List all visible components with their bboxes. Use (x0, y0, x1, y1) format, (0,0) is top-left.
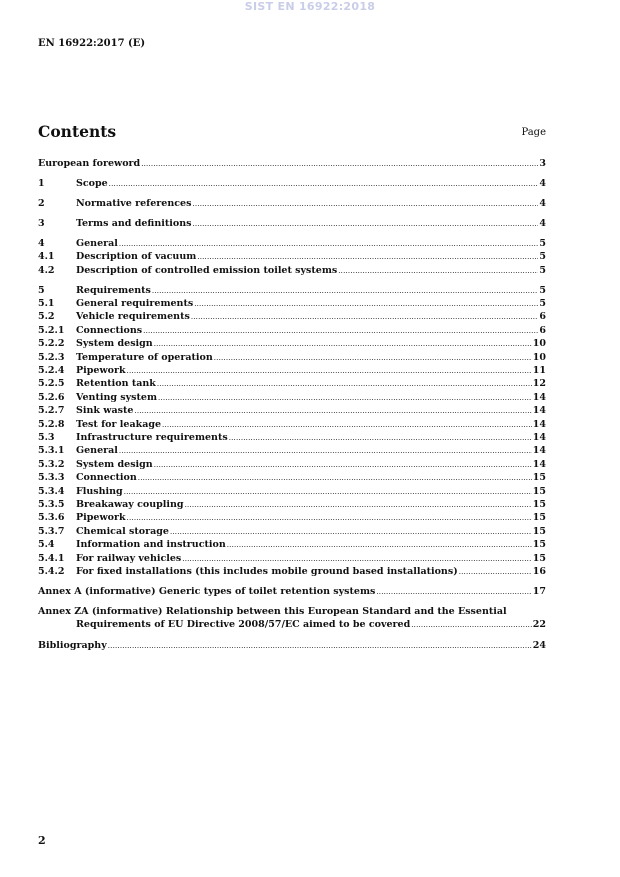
toc-entry-page: 14 (532, 458, 546, 470)
toc-entry-page: 15 (532, 512, 546, 524)
toc-entry-number: 5.2.6 (38, 391, 65, 403)
toc-entry-title: General (76, 237, 118, 249)
toc-leader-dots (127, 511, 532, 525)
toc-entry-bibliography[interactable] (38, 639, 546, 652)
toc-entry-number: 5.3.6 (38, 512, 65, 524)
toc-entry-page: 15 (532, 472, 546, 484)
toc-entry[interactable] (38, 337, 546, 350)
toc-entry-number: 5.2.5 (38, 378, 65, 390)
toc-entry-page: 14 (532, 405, 546, 417)
contents-heading: Contents (38, 122, 117, 141)
toc-entry[interactable] (38, 431, 546, 444)
toc-entry-title: For fixed installations (this includes mobile ground based installations) (76, 565, 458, 577)
toc-entry-title: Scope (76, 177, 108, 189)
toc-entry-number: 4.2 (38, 264, 55, 276)
toc-entry[interactable] (38, 585, 546, 598)
toc-leader-dots (162, 418, 532, 432)
toc-leader-dots (157, 377, 532, 391)
toc-entry-page: 4 (539, 217, 546, 229)
toc-leader-dots (119, 237, 538, 251)
toc-entry-title: Annex A (informative) Generic types of toilet retention systems (38, 585, 376, 597)
toc-entry[interactable] (38, 377, 546, 390)
toc-leader-dots (134, 404, 531, 418)
toc-leader-dots (170, 525, 532, 539)
toc-entry-number: 5.3.7 (38, 525, 65, 537)
toc-entry-number: 5.2.3 (38, 351, 65, 363)
toc-entry[interactable] (38, 284, 546, 297)
page-number: 2 (38, 834, 46, 847)
toc-entry[interactable] (38, 177, 546, 190)
toc-entry-title: Bibliography (38, 640, 107, 652)
toc-entry[interactable] (38, 157, 546, 170)
toc-entry[interactable] (38, 297, 546, 310)
toc-entry-title: Breakaway coupling (76, 498, 184, 510)
toc-leader-dots (227, 538, 532, 552)
toc-leader-dots (197, 250, 538, 264)
toc-entry-number: 5.3.3 (38, 472, 65, 484)
toc-entry-page: 3 (539, 158, 546, 169)
toc-entry-title: Annex ZA (informative) Relationship between this European Standard and the Essential (38, 605, 507, 617)
toc-entry-number: 5.1 (38, 298, 55, 310)
toc-entry[interactable] (38, 217, 546, 230)
toc-entry-page: 14 (532, 445, 546, 457)
toc-entry-title: Information and instruction (76, 539, 226, 551)
toc-entry-title: Test for leakage (76, 418, 162, 430)
toc-entry-page: 15 (532, 485, 546, 497)
toc-entry-number: 5.2.7 (38, 405, 65, 417)
toc-entry-title: Pipework (76, 512, 126, 524)
toc-entry[interactable] (38, 310, 546, 323)
toc-entry-page: 22 (532, 619, 546, 631)
toc-leader-dots (411, 618, 532, 632)
toc-leader-dots (141, 157, 538, 171)
toc-entry-page: 10 (532, 351, 546, 363)
toc-entry-page: 10 (532, 338, 546, 350)
toc-entry-number: 5.4.2 (38, 565, 65, 577)
toc-entry-page: 4 (539, 197, 546, 209)
toc-entry-number: 5.2.2 (38, 338, 65, 350)
toc-entry-page: 14 (532, 418, 546, 430)
toc-entry-number: 5 (38, 284, 45, 296)
toc-entry-page: 5 (539, 298, 546, 310)
toc-entry-number: 5.3.1 (38, 445, 65, 457)
toc-leader-dots (124, 485, 532, 499)
toc-entry-number: 5.2.4 (38, 365, 65, 377)
document-id: EN 16922:2017 (E) (38, 38, 146, 49)
toc-entry[interactable] (38, 511, 546, 524)
toc-entry[interactable] (38, 351, 546, 364)
toc-entry-title-continued: Requirements of EU Directive 2008/57/EC aimed to be covered (76, 619, 411, 631)
toc-leader-dots (158, 391, 532, 405)
toc-entry-title: For railway vehicles (76, 552, 182, 564)
toc-entry[interactable] (38, 324, 546, 337)
toc-entry-number: 2 (38, 197, 45, 209)
toc-entry[interactable] (38, 364, 546, 377)
toc-entry[interactable] (38, 418, 546, 431)
toc-entry[interactable] (38, 250, 546, 263)
toc-leader-dots (182, 552, 531, 566)
toc-leader-dots (109, 177, 539, 191)
toc-entry-number: 5.2.1 (38, 324, 65, 336)
toc-leader-dots (192, 217, 538, 231)
toc-entry-number: 4.1 (38, 251, 55, 263)
toc-entry-annex-za[interactable] (38, 605, 546, 633)
toc-leader-dots (138, 471, 532, 485)
toc-entry-title: Requirements (76, 284, 151, 296)
toc-entry-page: 5 (539, 264, 546, 276)
toc-entry-number: 5.3.5 (38, 498, 65, 510)
toc-entry-title: Retention tank (76, 378, 156, 390)
toc-entry[interactable] (38, 197, 546, 210)
toc-entry[interactable] (38, 391, 546, 404)
toc-entry-page: 11 (532, 365, 546, 377)
toc-entry-title: Temperature of operation (76, 351, 213, 363)
toc-leader-dots (229, 431, 532, 445)
toc-entry-page: 16 (532, 565, 546, 577)
toc-entry-number: 3 (38, 217, 45, 229)
toc-entry-title: Vehicle requirements (76, 311, 190, 323)
toc-entry-page: 4 (539, 177, 546, 189)
toc-entry-title: Normative references (76, 197, 192, 209)
toc-entry-page: 12 (532, 378, 546, 390)
toc-entry-title: Chemical storage (76, 525, 169, 537)
toc-entry-title: Venting system (76, 391, 158, 403)
toc-entry-number: 4 (38, 237, 45, 249)
toc-leader-dots (376, 585, 531, 599)
toc-entry-page: 15 (532, 498, 546, 510)
toc-entry[interactable] (38, 264, 546, 277)
toc-entry[interactable] (38, 485, 546, 498)
toc-entry-page: 5 (539, 251, 546, 263)
toc-entry-title: Description of controlled emission toilet systems (76, 264, 338, 276)
toc-entry-page: 15 (532, 552, 546, 564)
toc-entry-number: 5.2 (38, 311, 55, 323)
watermark: SIST EN 16922:2018 (244, 0, 376, 13)
toc-entry-page: 6 (539, 324, 546, 336)
toc-entry-number: 5.3 (38, 432, 55, 443)
toc-entry-title: Infrastructure requirements (76, 432, 228, 443)
toc-leader-dots (191, 310, 539, 324)
toc-leader-dots (185, 498, 532, 512)
toc-entry[interactable] (38, 458, 546, 471)
toc-entry-number: 5.3.4 (38, 485, 65, 497)
toc-entry[interactable] (38, 444, 546, 457)
toc-entry-title: Terms and definitions (76, 217, 192, 229)
toc-leader-dots (143, 324, 538, 338)
toc-leader-dots (338, 264, 538, 278)
toc-entry[interactable] (38, 525, 546, 538)
toc-entry-title: System design (76, 338, 153, 350)
toc-entry-title: European foreword (38, 158, 141, 169)
toc-entry-title: General (76, 445, 118, 457)
toc-entry[interactable] (38, 471, 546, 484)
toc-leader-dots (194, 297, 538, 311)
toc-entry-page: 15 (532, 539, 546, 551)
toc-entry-number: 5.2.8 (38, 418, 65, 430)
toc-entry-title: General requirements (76, 298, 194, 310)
toc-entry-number: 5.4.1 (38, 552, 65, 564)
toc-entry-title: Connections (76, 324, 143, 336)
toc-leader-dots (108, 639, 532, 653)
toc-entry-page: 5 (539, 284, 546, 296)
toc-list (38, 157, 546, 598)
toc-entry-number: 1 (38, 177, 45, 189)
toc-entry-title: Connection (76, 472, 137, 484)
toc-leader-dots (127, 364, 532, 378)
toc-entry-page: 5 (539, 237, 546, 249)
toc-entry[interactable] (38, 538, 546, 551)
toc-entry-page: 14 (532, 391, 546, 403)
toc-entry-title: Flushing (76, 485, 123, 497)
toc-leader-dots (192, 197, 538, 211)
toc-entry-title: Description of vacuum (76, 251, 197, 263)
toc-entry[interactable] (38, 498, 546, 511)
toc-entry-page: 6 (539, 311, 546, 323)
toc-leader-dots (459, 565, 532, 579)
toc-entry-title: Sink waste (76, 405, 134, 417)
toc-entry[interactable] (38, 237, 546, 250)
page-column-label: Page (521, 127, 546, 138)
toc-leader-dots (152, 284, 538, 298)
toc-entry-title: System design (76, 458, 153, 470)
toc-leader-dots (214, 351, 532, 365)
toc-entry[interactable] (38, 565, 546, 578)
toc-entry-page: 14 (532, 432, 546, 443)
toc-entry-page: 15 (532, 525, 546, 537)
toc-gap (38, 633, 546, 640)
toc-leader-dots (154, 458, 532, 472)
toc-entry-title: Pipework (76, 365, 126, 377)
toc-entry-page: 24 (532, 640, 546, 652)
toc-leader-dots (154, 337, 532, 351)
toc-entry-page: 17 (532, 585, 546, 597)
toc-entry-number: 5.3.2 (38, 458, 65, 470)
toc-entry-number: 5.4 (38, 539, 55, 551)
toc-entry[interactable] (38, 552, 546, 565)
toc-entry[interactable] (38, 404, 546, 417)
toc-leader-dots (119, 444, 532, 458)
table-of-contents (38, 157, 546, 653)
